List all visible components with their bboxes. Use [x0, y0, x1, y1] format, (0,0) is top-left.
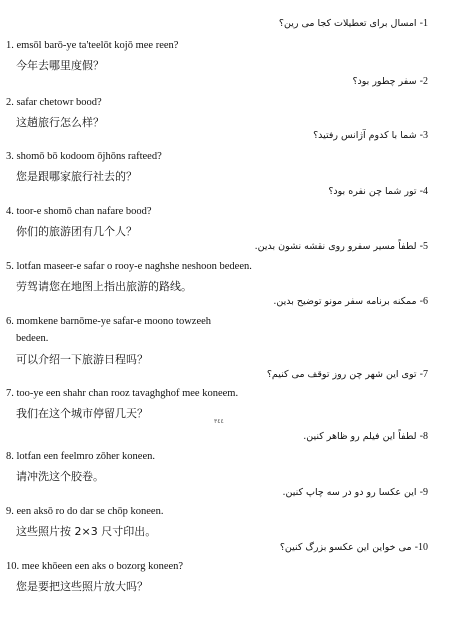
transliteration-3: 3. shomō bō kodoom ōjhōns rafteed?: [6, 151, 162, 162]
chinese-translation-3: 您是跟哪家旅行社去的？: [16, 170, 137, 183]
persian-sentence-2: 2- سفر چطور بود؟: [352, 76, 428, 87]
persian-sentence-6: 6- ممکنه برنامه سفر مونو توضیح بدین.: [273, 296, 428, 307]
chinese-translation-6: 可以介绍一下旅游日程吗？: [16, 353, 148, 366]
item-number-1: 1: [423, 18, 428, 29]
persian-sentence-1: 1- امسال برای تعطیلات کجا می رین؟: [278, 18, 428, 29]
chinese-translation-8: 请冲洗这个胶卷。: [16, 470, 104, 483]
persian-sentence-3: 3- شما با کدوم آژانس رفتید؟: [313, 130, 428, 141]
persian-sentence-8: 8- لطفاً این فیلم رو ظاهر کنین.: [303, 431, 428, 442]
page-number-mark: ٣٤٤: [214, 418, 224, 425]
transliteration-8: 8. lotfan een feelmro zōher koneen.: [6, 451, 155, 462]
chinese-translation-7: 我们在这个城市停留几天？: [16, 407, 148, 420]
transliteration-5: 5. lotfan maseer-e safar o rooy-e naghshe neshoon bedeen.: [6, 261, 252, 272]
chinese-translation-1: 今年去哪里度假？: [16, 59, 104, 72]
persian-sentence-9: 9- این عکسا رو دو در سه چاپ کنین.: [282, 487, 428, 498]
transliteration-6-continued: bedeen.: [16, 333, 49, 344]
persian-sentence-10: 10- می خواین این عکسو بزرگ کنین؟: [279, 542, 428, 553]
transliteration-9: 9. een aksō ro do dar se chōp koneen.: [6, 506, 164, 517]
chinese-translation-5: 劳驾请您在地图上指出旅游的路线。: [16, 280, 192, 293]
transliteration-10: 10. mee khōeen een aks o bozorg koneen?: [6, 561, 184, 572]
transliteration-1: 1. emsōl barō-ye ta'teelōt kojō mee reen?: [6, 40, 179, 51]
transliteration-4: 4. toor-e shomō chan nafare bood?: [6, 206, 152, 217]
transliteration-2: 2. safar chetowr bood?: [6, 97, 102, 108]
transliteration-6: 6. momkene barnōme-ye safar-e moono towzeeh: [6, 316, 212, 327]
transliteration-7: 7. too-ye een shahr chan rooz tavaghghof mee koneem.: [6, 388, 239, 399]
chinese-translation-9: 这些照片按 2×3 尺寸印出。: [16, 525, 157, 538]
chinese-translation-2: 这趟旅行怎么样？: [16, 116, 104, 129]
persian-sentence-5: 5- لطفاً مسیر سفرو روی نقشه نشون بدین.: [254, 241, 428, 252]
persian-sentence-7: 7- توی این شهر چن روز توقف می کنیم؟: [266, 369, 428, 380]
persian-sentence-4: 4- تور شما چن نفره بود؟: [328, 186, 428, 197]
chinese-translation-10: 您是要把这些照片放大吗？: [16, 580, 148, 593]
chinese-translation-4: 你们的旅游团有几个人？: [16, 225, 137, 238]
